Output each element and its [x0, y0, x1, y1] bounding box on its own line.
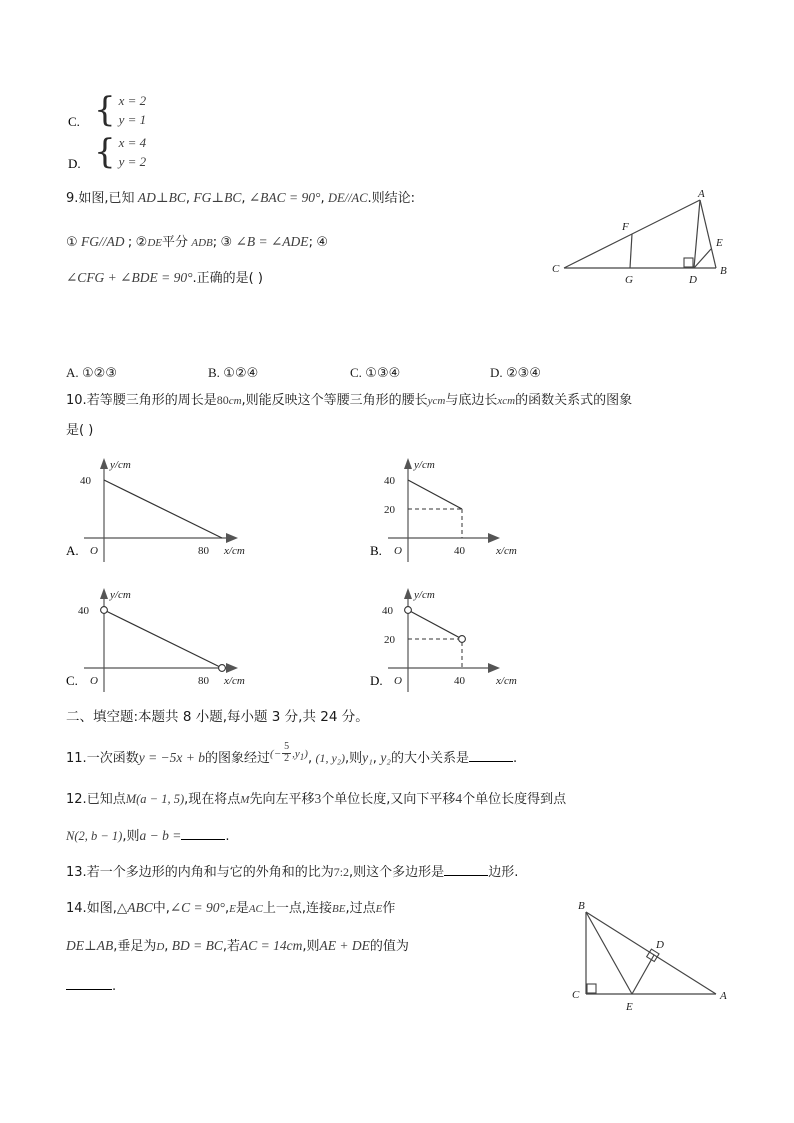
brace-icon: { [94, 89, 116, 130]
q14-seg-be: BE [332, 903, 346, 915]
q10-number: 10. [66, 393, 87, 408]
q11-point1-close: ) [304, 748, 308, 760]
svg-text:B: B [720, 265, 727, 277]
q11-fraction [282, 742, 291, 764]
q13-text-b: ,则这个多边形是 [349, 865, 445, 880]
q9-item2-math-a: DE [147, 237, 162, 249]
q9-item2-text: 平分 [162, 235, 189, 250]
q9-math-ad-perp-bc: AD⊥BC [137, 190, 186, 205]
q9-choice-d-value: ②③④ [506, 366, 541, 381]
q10-graph-d-letter: D. [370, 673, 383, 688]
svg-text:x/cm: x/cm [224, 545, 245, 557]
q14-angle-c: ∠C = 90° [169, 900, 225, 915]
q11-point1-open: (− [270, 748, 282, 760]
q11-comma-2: , [372, 751, 377, 766]
option-d-system [68, 131, 147, 172]
option-d-eq1: x = 4 [118, 135, 147, 150]
q14-point-e: E [229, 903, 236, 915]
q9-stem-text-1: 如图,已知 [78, 191, 135, 206]
q9-sep-3: ; [308, 235, 313, 250]
q12-text-f: ,则 [122, 829, 140, 844]
q9-stem-line1 [66, 188, 415, 209]
q14-triangle-abc: △ABC [116, 900, 153, 915]
q9-item2-math-b: ADB [191, 237, 213, 249]
svg-text:y/cm: y/cm [414, 589, 435, 601]
q14-point-d: D [156, 941, 165, 953]
q10-text-a: 若等腰三角形的周长是 [86, 393, 217, 408]
q11-point1-sub: 1 [299, 752, 305, 763]
q14-diagram [556, 898, 756, 1033]
q14-text-l: 的值为 [369, 939, 409, 954]
svg-text:80: 80 [198, 675, 209, 687]
q10-perimeter: 80 [216, 393, 229, 407]
q14-point-e2: E [375, 903, 383, 915]
svg-text:A: A [698, 188, 705, 200]
option-d-eq2: y = 2 [118, 153, 147, 169]
q11-period: . [513, 751, 518, 766]
q9-item4-math: ∠CFG + ∠BDE = 90° [66, 270, 193, 285]
q10-graph-c [66, 580, 356, 705]
q9-number: 9. [66, 191, 79, 206]
svg-text:40: 40 [454, 675, 465, 687]
q14-answer-blank[interactable] [66, 976, 112, 990]
q14-text-d: 是 [235, 901, 249, 916]
q13-text-c: 边形. [488, 865, 519, 880]
q14-text-i: , [164, 939, 169, 954]
svg-text:y/cm: y/cm [110, 589, 131, 601]
q9-choice-d[interactable] [490, 363, 541, 384]
q14-line3 [66, 976, 116, 997]
q9-choice-a-letter: A. [66, 365, 79, 380]
svg-text:E: E [626, 1001, 633, 1013]
brace-icon: { [94, 131, 116, 172]
q12-point-m: M(a − 1, 5) [125, 792, 185, 806]
svg-text:x/cm: x/cm [224, 675, 245, 687]
svg-text:x/cm: x/cm [496, 545, 517, 557]
q11-answer-blank[interactable] [469, 748, 513, 762]
q14-ae-plus-de: AE + DE [319, 938, 370, 953]
q11-frac-den: 2 [284, 752, 290, 764]
q13-line [66, 862, 518, 883]
q9-choice-b-value: ①②④ [223, 366, 259, 381]
q12-text-b: ,现在将点 [184, 792, 241, 807]
q11-number: 11. [66, 751, 87, 766]
q12-answer-blank[interactable] [181, 826, 225, 840]
svg-text:B: B [578, 900, 585, 912]
svg-text:D: D [689, 274, 697, 286]
q10-text-b: ,则能反映这个等腰三角形的腰长 [241, 393, 428, 408]
svg-text:20: 20 [384, 634, 395, 646]
q14-text-j: ,若 [222, 939, 241, 954]
q9-math-de-par-ac: DE//AC [327, 191, 368, 205]
q11-line [66, 741, 518, 770]
q9-math-fg-perp-bc: FG⊥BC [193, 190, 242, 205]
q10-graph-a-letter: A. [66, 543, 79, 558]
option-d-letter: D. [68, 156, 81, 171]
q12-line1 [66, 789, 566, 810]
q13-answer-blank[interactable] [444, 862, 488, 876]
q11-point1-y: y [294, 748, 300, 760]
svg-text:F: F [622, 221, 629, 233]
option-c-eq2: y = 1 [118, 111, 147, 127]
option-c-letter: C. [68, 114, 80, 129]
q9-stem-text-2: .则结论: [367, 191, 416, 206]
q12-text-a: 已知点 [86, 792, 126, 807]
q9-sep-1: ; [127, 235, 133, 250]
q14-number: 14. [66, 901, 87, 916]
q9-choice-a-value: ①②③ [82, 366, 117, 381]
q11-text-d: 的大小关系是 [391, 751, 470, 766]
q10-graph-d [370, 580, 660, 705]
q14-seg-ac: AC [248, 903, 263, 915]
q9-choice-a[interactable] [66, 363, 117, 384]
q10-graph-a [66, 450, 356, 575]
q12-down-units: 4 [455, 791, 463, 806]
q11-text-b: 的图象经过 [205, 751, 271, 766]
q14-text-h: ,垂足为 [113, 939, 157, 954]
q14-text-f: ,过点 [345, 901, 376, 916]
q12-line2 [66, 826, 230, 847]
q11-text-a: 一次函数 [86, 751, 139, 766]
q9-item4-marker: ④ [316, 235, 328, 250]
q14-text-b: 中, [152, 901, 170, 916]
svg-text:40: 40 [382, 605, 393, 617]
q9-choice-c[interactable] [350, 363, 400, 384]
svg-text:C: C [572, 989, 580, 1001]
q10-stem-line2 [66, 420, 93, 441]
q12-expression: a − b = [139, 828, 182, 843]
q11-point1-comma: , [292, 748, 295, 760]
q9-choice-b[interactable] [208, 363, 258, 384]
q11-y1: y₁ [362, 750, 373, 765]
svg-text:40: 40 [78, 605, 89, 617]
q11-y2: y₂ [380, 750, 391, 765]
q10-graph-b-letter: B. [370, 543, 382, 558]
q9-item1-math: FG//AD [81, 234, 125, 249]
option-c-system [68, 89, 147, 130]
svg-text:G: G [625, 274, 633, 286]
svg-text:E: E [716, 237, 723, 249]
q10-text-e: 是( ) [66, 423, 94, 438]
q10-var-y: ycm [427, 395, 446, 407]
q14-text-a: 如图, [86, 901, 117, 916]
q9-comma-2: , [241, 191, 246, 206]
svg-text:x/cm: x/cm [496, 675, 517, 687]
q9-choice-c-letter: C. [350, 365, 362, 380]
q13-number: 13. [66, 865, 87, 880]
q12-number: 12. [66, 792, 87, 807]
svg-text:O: O [90, 545, 98, 557]
q12-point-n: N(2, b − 1) [66, 829, 123, 843]
q9-item2-marker: ② [135, 235, 148, 250]
section-2-heading: 二、填空题:本题共 8 小题,每小题 3 分,共 24 分。 [66, 709, 369, 725]
q11-frac-num: 5 [284, 741, 290, 753]
q14-text-k: ,则 [302, 939, 320, 954]
q12-text-c: 先向左平移 [249, 792, 315, 807]
q9-comma-3: , [320, 191, 325, 206]
q9-item3-marker: ③ [220, 235, 233, 250]
q14-text-c: , [224, 901, 230, 916]
q14-ac-length: AC = 14cm [240, 938, 303, 953]
q14-bd-eq-bc: BD = BC [171, 938, 223, 953]
q9-tail: .正确的是( ) [192, 271, 263, 286]
q11-function: y = −5x + b [138, 750, 206, 765]
q12-period: . [225, 829, 230, 844]
q9-math-angle-bac: ∠BAC = 90° [248, 190, 321, 205]
q9-comma-1: , [185, 191, 191, 206]
q11-point2: (1, y₂) [315, 751, 345, 765]
svg-text:O: O [90, 675, 98, 687]
svg-text:80: 80 [198, 545, 209, 557]
q11-point1 [270, 741, 308, 764]
q10-stem-line1 [66, 390, 632, 411]
q12-left-units: 3 [314, 791, 322, 806]
q14-line2 [66, 936, 409, 957]
q9-items-line2 [66, 268, 263, 289]
q9-diagram [548, 186, 748, 291]
q13-ratio: 7:2 [333, 865, 350, 879]
svg-text:A: A [720, 990, 727, 1002]
q14-text-g: 作 [382, 901, 396, 916]
svg-text:y/cm: y/cm [414, 459, 435, 471]
svg-text:40: 40 [80, 475, 91, 487]
svg-text:O: O [394, 675, 402, 687]
q12-text-d: 个单位长度,又向下平移 [321, 792, 456, 807]
svg-text:D: D [656, 939, 664, 951]
svg-text:C: C [552, 263, 560, 275]
q9-item1-marker: ① [66, 235, 78, 250]
q9-choice-c-value: ①③④ [365, 366, 401, 381]
q11-comma-1: , [307, 751, 313, 766]
q9-sep-2: ; [212, 235, 218, 250]
q10-unit: cm [228, 395, 242, 407]
q9-choice-d-letter: D. [490, 365, 503, 380]
svg-text:20: 20 [384, 504, 395, 516]
q10-text-c: 与底边长 [445, 393, 498, 408]
q12-m: M [240, 794, 250, 806]
q13-text-a: 若一个多边形的内角和与它的外角和的比为 [86, 865, 334, 880]
q10-graph-c-letter: C. [66, 673, 78, 688]
q12-text-e: 个单位长度得到点 [462, 792, 567, 807]
q10-graph-b [370, 450, 660, 575]
svg-text:O: O [394, 545, 402, 557]
q10-var-x: xcm [497, 395, 516, 407]
q10-text-d: 的函数关系式的图象 [515, 393, 633, 408]
svg-text:40: 40 [454, 545, 465, 557]
q9-items-line1 [66, 232, 328, 253]
q9-choice-b-letter: B. [208, 365, 220, 380]
q14-de-perp-ab: DE⊥AB [66, 938, 114, 953]
option-c-eq1: x = 2 [118, 93, 147, 108]
svg-text:40: 40 [384, 475, 395, 487]
q11-text-c: ,则 [344, 751, 363, 766]
q14-text-e: 上一点,连接 [262, 901, 333, 916]
q14-line1 [66, 898, 395, 919]
q14-period: . [112, 979, 117, 994]
svg-text:y/cm: y/cm [110, 459, 131, 471]
q9-item3-math: ∠B = ∠ADE [235, 234, 309, 249]
